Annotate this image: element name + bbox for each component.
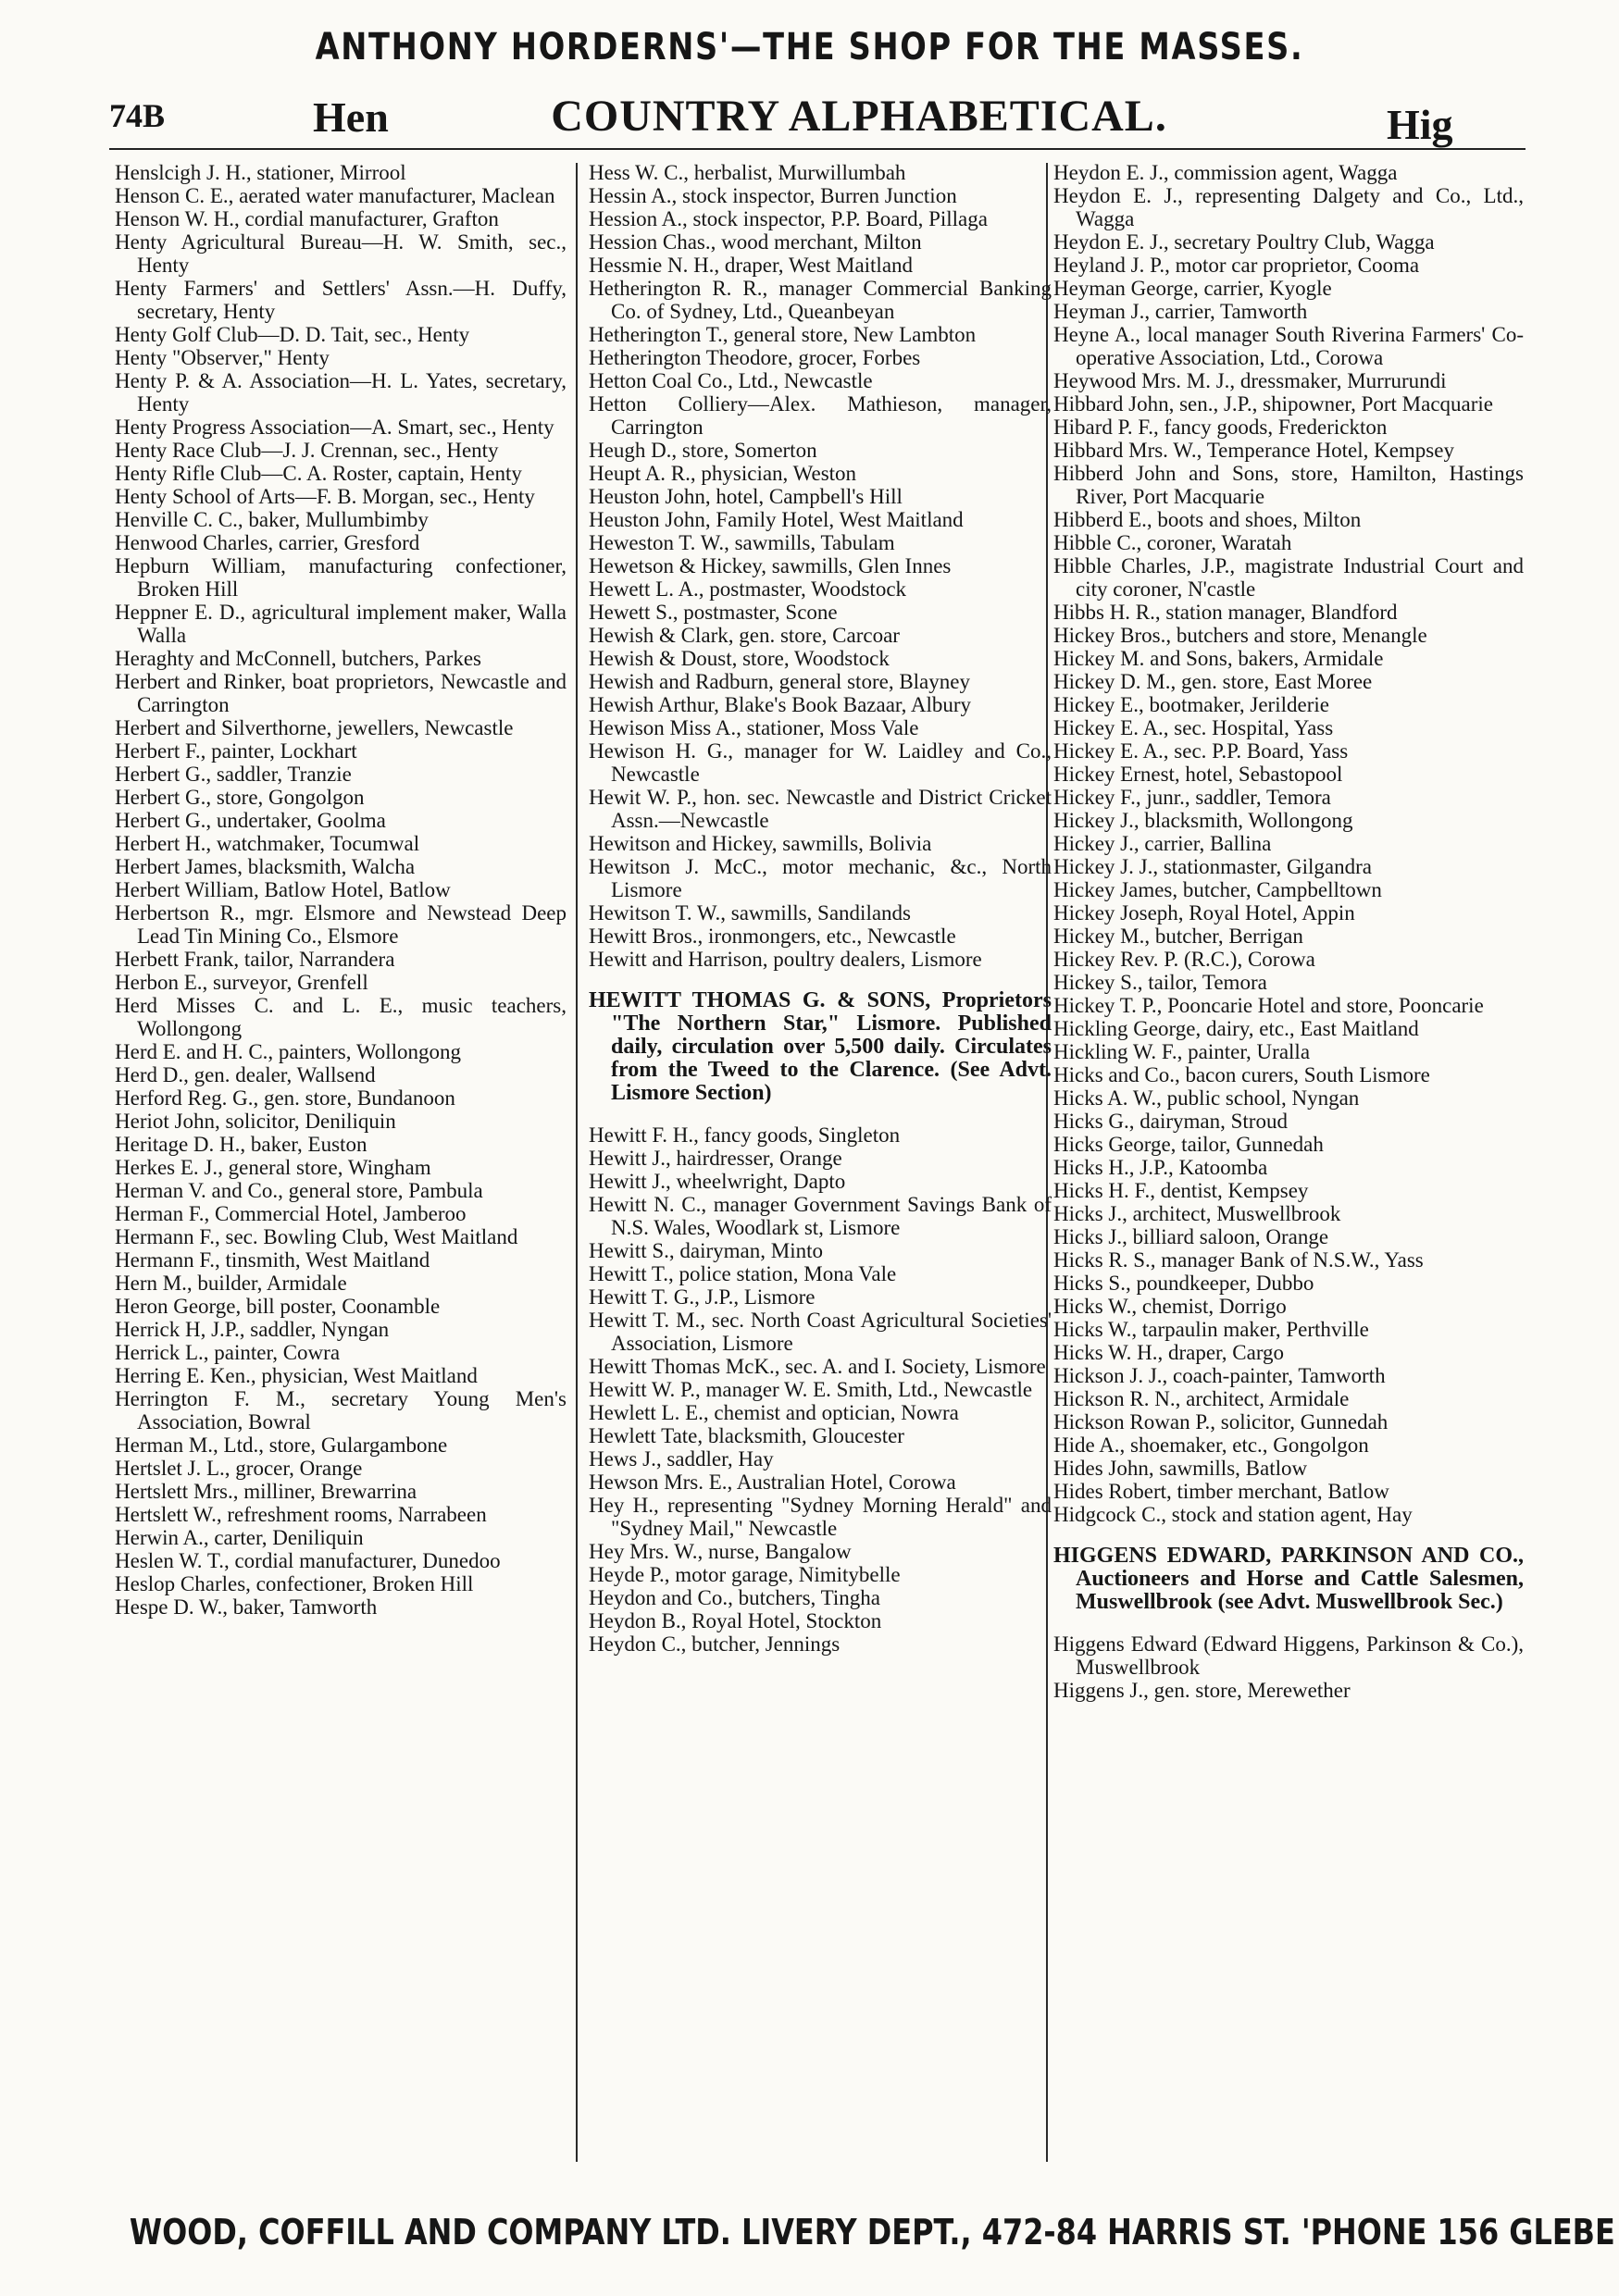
directory-entry: Hickey Rev. P. (R.C.), Corowa — [1053, 948, 1315, 971]
directory-entry: Herman M., Ltd., store, Gulargambone — [115, 1433, 448, 1457]
directory-entry: Henson C. E., aerated water manufacturer, Maclean — [115, 184, 555, 207]
directory-entry: Hickey E., bootmaker, Jerilderie — [1053, 693, 1329, 716]
directory-entry: Herwin A., carter, Deniliquin — [115, 1526, 364, 1549]
directory-entry: Hickey F., junr., saddler, Temora — [1053, 786, 1331, 809]
directory-entry: Henville C. C., baker, Mullumbimby — [115, 508, 429, 531]
directory-entry: Hicks J., architect, Muswellbrook — [1053, 1202, 1341, 1225]
directory-entry: Heweston T. W., sawmills, Tabulam — [589, 531, 895, 554]
directory-entry: Hickey E. A., sec. Hospital, Yass — [1053, 716, 1334, 739]
directory-entry: Hicks W., tarpaulin maker, Perthville — [1053, 1318, 1369, 1341]
directory-entry: Hewit W. P., hon. sec. Newcastle and District Cricket Assn.—Newcastle — [589, 786, 1052, 832]
directory-entry: Hetherington R. R., manager Commercial Banking Co. of Sydney, Ltd., Queanbeyan — [589, 277, 1052, 323]
directory-entry: Heron George, bill poster, Coonamble — [115, 1295, 441, 1318]
directory-entry: Hickson R. N., architect, Armidale — [1053, 1387, 1350, 1410]
directory-entry: Hewitt N. C., manager Government Savings Bank of N.S. Wales, Woodlark st, Lismore — [589, 1193, 1052, 1239]
directory-entry: Hewlett Tate, blacksmith, Gloucester — [589, 1424, 904, 1447]
directory-entry: Hicks George, tailor, Gunnedah — [1053, 1133, 1324, 1156]
directory-entry: Hickey James, butcher, Campbelltown — [1053, 878, 1382, 901]
directory-entry: Heppner E. D., agricultural implement maker, Walla Walla — [115, 601, 567, 647]
directory-entry: Herbert H., watchmaker, Tocumwal — [115, 832, 420, 855]
directory-entry: Hertslet J. L., grocer, Orange — [115, 1457, 363, 1480]
directory-entry: Hewitt F. H., fancy goods, Singleton — [589, 1123, 901, 1147]
column-1 — [115, 161, 567, 1619]
directory-entry: Heyland J. P., motor car proprietor, Cooma — [1053, 254, 1420, 277]
directory-entry: Heslop Charles, confectioner, Broken Hill — [115, 1572, 474, 1595]
directory-entry: Hide A., shoemaker, etc., Gongolgon — [1053, 1433, 1369, 1457]
directory-entry: Hewitt J., hairdresser, Orange — [589, 1147, 842, 1170]
directory-entry: Hewitt Thomas McK., sec. A. and I. Society, Lismore — [589, 1355, 1046, 1378]
directory-entry: Henson W. H., cordial manufacturer, Grafton — [115, 207, 499, 230]
directory-entry: Herbert G., store, Gongolgon — [115, 786, 365, 809]
directory-entry: Heuston John, Family Hotel, West Maitland — [589, 508, 964, 531]
directory-entry: Herbert and Silverthorne, jewellers, Newcastle — [115, 716, 514, 739]
entry-spacer — [589, 1105, 1052, 1123]
directory-entry: Hickson J. J., coach-painter, Tamworth — [1053, 1364, 1386, 1387]
directory-entry: Hides John, sawmills, Batlow — [1053, 1457, 1308, 1480]
directory-entry: Hern M., builder, Armidale — [115, 1272, 347, 1295]
directory-entry: Hession A., stock inspector, P.P. Board, Pillaga — [589, 207, 988, 230]
directory-entry: Hickey E. A., sec. P.P. Board, Yass — [1053, 739, 1349, 763]
directory-entry: Herman F., Commercial Hotel, Jamberoo — [115, 1202, 467, 1225]
directory-entry: Herbon E., surveyor, Grenfell — [115, 971, 368, 994]
directory-entry: Herrick H, J.P., saddler, Nyngan — [115, 1318, 390, 1341]
directory-entry: Hicks S., poundkeeper, Dubbo — [1053, 1272, 1314, 1295]
directory-entry: Hewison H. G., manager for W. Laidley and Co., Newcastle — [589, 739, 1052, 786]
directory-entry: Hickey S., tailor, Temora — [1053, 971, 1267, 994]
directory-entry: Hicks H. F., dentist, Kempsey — [1053, 1179, 1309, 1202]
directory-entry: Hewitt and Harrison, poultry dealers, Lismore — [589, 948, 982, 971]
directory-entry: Hickling W. F., painter, Uralla — [1053, 1040, 1311, 1063]
entry-spacer — [1053, 1526, 1524, 1545]
directory-entry: Heydon and Co., butchers, Tingha — [589, 1586, 880, 1609]
directory-entry: Herbert James, blacksmith, Walcha — [115, 855, 416, 878]
directory-entry: Herrick L., painter, Cowra — [115, 1341, 341, 1364]
directory-entry: Henty Progress Association—A. Smart, sec., Henty — [115, 416, 554, 439]
directory-entry: Heriot John, solicitor, Deniliquin — [115, 1110, 396, 1133]
directory-entry: Hewitson T. W., sawmills, Sandilands — [589, 901, 911, 925]
directory-entry: Hewish & Doust, store, Woodstock — [589, 647, 890, 670]
directory-entry: Hewitt T. G., J.P., Lismore — [589, 1285, 816, 1309]
directory-entry: Hickey J. J., stationmaster, Gilgandra — [1053, 855, 1373, 878]
entry-spacer — [589, 971, 1052, 989]
featured-directory-entry: HIGGENS EDWARD, PARKINSON AND CO., Auctioneers and Horse and Cattle Salesmen, Muswellbrook (see Advt. Muswellbrook Sec.) — [1053, 1544, 1524, 1614]
directory-entry: Hewett S., postmaster, Scone — [589, 601, 838, 624]
directory-entry: Herbert G., undertaker, Goolma — [115, 809, 386, 832]
directory-entry: Henty Rifle Club—C. A. Roster, captain, Henty — [115, 462, 522, 485]
directory-entry: Herkes E. J., general store, Wingham — [115, 1156, 431, 1179]
directory-entry: Higgens J., gen. store, Merewether — [1053, 1679, 1351, 1702]
directory-entry: Hewitt S., dairyman, Minto — [589, 1239, 823, 1262]
directory-entry: Henty Race Club—J. J. Crennan, sec., Henty — [115, 439, 499, 462]
section-title: COUNTRY ALPHABETICAL. — [551, 92, 1167, 141]
directory-entry: Hickey M. and Sons, bakers, Armidale — [1053, 647, 1384, 670]
directory-entry: Hess W. C., herbalist, Murwillumbah — [589, 161, 906, 184]
directory-entry: Higgens Edward (Edward Higgens, Parkinson & Co.), Muswellbrook — [1053, 1632, 1524, 1679]
directory-entry: Henty School of Arts—F. B. Morgan, sec., Henty — [115, 485, 535, 508]
directory-entry: Hibberd E., boots and shoes, Milton — [1053, 508, 1362, 531]
directory-entry: Herbett Frank, tailor, Narrandera — [115, 948, 395, 971]
directory-entry: Hickey Joseph, Royal Hotel, Appin — [1053, 901, 1355, 925]
directory-entry: Hicks W., chemist, Dorrigo — [1053, 1295, 1287, 1318]
directory-entry: Hidgcock C., stock and station agent, Hay — [1053, 1503, 1413, 1526]
directory-entry: Hewitt Bros., ironmongers, etc., Newcastle — [589, 925, 956, 948]
directory-entry: Heydon E. J., commission agent, Wagga — [1053, 161, 1398, 184]
directory-entry: Hickling George, dairy, etc., East Maitland — [1053, 1017, 1419, 1040]
directory-entry: Hertslett Mrs., milliner, Brewarrina — [115, 1480, 417, 1503]
directory-entry: Henty Golf Club—D. D. Tait, sec., Henty — [115, 323, 470, 346]
directory-entry: Hewitt T., police station, Mona Vale — [589, 1262, 897, 1285]
directory-entry: Hickson Rowan P., solicitor, Gunnedah — [1053, 1410, 1389, 1433]
directory-entry: Heydon E. J., secretary Poultry Club, Wagga — [1053, 230, 1435, 254]
guide-word-right: Hig — [1387, 101, 1453, 148]
directory-entry: Henty P. & A. Association—H. L. Yates, secretary, Henty — [115, 369, 567, 416]
directory-entry: Herman V. and Co., general store, Pambula — [115, 1179, 483, 1202]
directory-entry: Herbert G., saddler, Tranzie — [115, 763, 352, 786]
directory-entry: Herd E. and H. C., painters, Wollongong — [115, 1040, 461, 1063]
directory-entry: Hibard P. F., fancy goods, Frederickton — [1053, 416, 1388, 439]
directory-entry: Herring E. Ken., physician, West Maitland — [115, 1364, 478, 1387]
directory-entry: Hibble Charles, J.P., magistrate Industrial Court and city coroner, N'castle — [1053, 554, 1524, 601]
directory-entry: Hickey Bros., butchers and store, Menangle — [1053, 624, 1427, 647]
directory-entry: Heywood Mrs. M. J., dressmaker, Murrurundi — [1053, 369, 1447, 392]
featured-directory-entry: HEWITT THOMAS G. & SONS, Proprietors "The Northern Star," Lismore. Published daily, circulation over 5,500 daily. Circulates from the Tweed to the Clarence. (See Advt. Lismore Section) — [589, 988, 1052, 1105]
directory-entry: Henty Agricultural Bureau—H. W. Smith, sec., Henty — [115, 230, 567, 277]
directory-entry: Hicks A. W., public school, Nyngan — [1053, 1086, 1360, 1110]
directory-entry: Hides Robert, timber merchant, Batlow — [1053, 1480, 1389, 1503]
directory-entry: Hession Chas., wood merchant, Milton — [589, 230, 922, 254]
directory-columns — [0, 161, 1619, 2160]
directory-entry: Hertslett W., refreshment rooms, Narrabeen — [115, 1503, 487, 1526]
directory-entry: Herbert and Rinker, boat proprietors, Newcastle and Carrington — [115, 670, 567, 716]
directory-entry: Hetherington T., general store, New Lambton — [589, 323, 977, 346]
directory-entry: Hermann F., sec. Bowling Club, West Maitland — [115, 1225, 518, 1248]
directory-entry: Hickey J., blacksmith, Wollongong — [1053, 809, 1353, 832]
directory-entry: Heyne A., local manager South Riverina Farmers' Co-operative Association, Ltd., Corowa — [1053, 323, 1524, 369]
directory-entry: Hewitt J., wheelwright, Dapto — [589, 1170, 846, 1193]
directory-entry: Hickey J., carrier, Ballina — [1053, 832, 1272, 855]
top-advertisement-banner: ANTHONY HORDERNS'—THE SHOP FOR THE MASSES. — [315, 26, 1304, 68]
directory-entry: Hessin A., stock inspector, Burren Junction — [589, 184, 957, 207]
directory-entry: Hewitson J. McC., motor mechanic, &c., North Lismore — [589, 855, 1052, 901]
directory-entry: Hibble C., coroner, Waratah — [1053, 531, 1292, 554]
directory-entry: Hickey T. P., Pooncarie Hotel and store, Pooncarie — [1053, 994, 1484, 1017]
directory-entry: Hicks J., billiard saloon, Orange — [1053, 1225, 1329, 1248]
directory-entry: Hetherington Theodore, grocer, Forbes — [589, 346, 921, 369]
directory-entry: Hewison Miss A., stationer, Moss Vale — [589, 716, 919, 739]
directory-entry: Henslcigh J. H., stationer, Mirrool — [115, 161, 406, 184]
directory-entry: Herd Misses C. and L. E., music teachers, Wollongong — [115, 994, 567, 1040]
directory-entry: Hicks and Co., bacon curers, South Lismore — [1053, 1063, 1430, 1086]
directory-entry: Heyde P., motor garage, Nimitybelle — [589, 1563, 901, 1586]
directory-entry: Hewetson & Hickey, sawmills, Glen Innes — [589, 554, 952, 577]
directory-entry: Heyman J., carrier, Tamworth — [1053, 300, 1308, 323]
directory-entry: Hewish and Radburn, general store, Blayney — [589, 670, 970, 693]
column-3 — [1053, 161, 1524, 1702]
directory-entry: Hey H., representing "Sydney Morning Herald" and "Sydney Mail," Newcastle — [589, 1494, 1052, 1540]
directory-entry: Herbert F., painter, Lockhart — [115, 739, 357, 763]
directory-entry: Hews J., saddler, Hay — [589, 1447, 774, 1471]
directory-entry: Hepburn William, manufacturing confectioner, Broken Hill — [115, 554, 567, 601]
directory-entry: Hicks H., J.P., Katoomba — [1053, 1156, 1268, 1179]
directory-entry: Heydon E. J., representing Dalgety and Co., Ltd., Wagga — [1053, 184, 1524, 230]
directory-entry: Hewlett L. E., chemist and optician, Nowra — [589, 1401, 959, 1424]
directory-entry: Hickey D. M., gen. store, East Moree — [1053, 670, 1373, 693]
directory-entry: Hibbs H. R., station manager, Blandford — [1053, 601, 1398, 624]
column-2 — [589, 161, 1052, 1656]
directory-entry: Henty "Observer," Henty — [115, 346, 330, 369]
directory-entry: Heritage D. H., baker, Euston — [115, 1133, 367, 1156]
directory-entry: Heslen W. T., cordial manufacturer, Dunedoo — [115, 1549, 501, 1572]
directory-entry: Heydon C., butcher, Jennings — [589, 1632, 841, 1656]
directory-entry: Hewitt W. P., manager W. E. Smith, Ltd., Newcastle — [589, 1378, 1033, 1401]
directory-entry: Hessmie N. H., draper, West Maitland — [589, 254, 914, 277]
directory-entry: Hewitt T. M., sec. North Coast Agricultural Societies' Association, Lismore — [589, 1309, 1052, 1355]
directory-entry: Hibberd John and Sons, store, Hamilton, Hastings River, Port Macquarie — [1053, 462, 1524, 508]
page-header — [109, 91, 1553, 146]
directory-entry: Hewett L. A., postmaster, Woodstock — [589, 577, 907, 601]
directory-entry: Herford Reg. G., gen. store, Bundanoon — [115, 1086, 455, 1110]
directory-entry: Hicks W. H., draper, Cargo — [1053, 1341, 1285, 1364]
directory-entry: Hicks G., dairyman, Stroud — [1053, 1110, 1288, 1133]
directory-entry: Henwood Charles, carrier, Gresford — [115, 531, 420, 554]
directory-entry: Heraghty and McConnell, butchers, Parkes — [115, 647, 482, 670]
directory-entry: Hetton Coal Co., Ltd., Newcastle — [589, 369, 873, 392]
directory-entry: Hickey Ernest, hotel, Sebastopool — [1053, 763, 1343, 786]
directory-entry: Heuston John, hotel, Campbell's Hill — [589, 485, 903, 508]
directory-entry: Hewitson and Hickey, sawmills, Bolivia — [589, 832, 932, 855]
directory-entry: Herrington F. M., secretary Young Men's Association, Bowral — [115, 1387, 567, 1433]
directory-entry: Heugh D., store, Somerton — [589, 439, 817, 462]
directory-entry: Heydon B., Royal Hotel, Stockton — [589, 1609, 882, 1632]
guide-word-left: Hen — [313, 93, 389, 141]
directory-entry: Henty Farmers' and Settlers' Assn.—H. Duffy, secretary, Henty — [115, 277, 567, 323]
directory-entry: Herbert William, Batlow Hotel, Batlow — [115, 878, 451, 901]
page-number: 74B — [109, 97, 166, 134]
directory-entry: Hickey M., butcher, Berrigan — [1053, 925, 1303, 948]
directory-entry: Hewson Mrs. E., Australian Hotel, Corowa — [589, 1471, 956, 1494]
directory-entry: Hibbard Mrs. W., Temperance Hotel, Kempsey — [1053, 439, 1454, 462]
directory-entry: Heupt A. R., physician, Weston — [589, 462, 857, 485]
directory-entry: Hewish Arthur, Blake's Book Bazaar, Albury — [589, 693, 972, 716]
bottom-advertisement-banner: WOOD, COFFILL AND COMPANY LTD. LIVERY DEPT., 472-84 HARRIS ST. 'PHONE 156 GLEBE — [129, 2212, 1615, 2253]
entry-spacer — [1053, 1614, 1524, 1632]
directory-entry: Hibbard John, sen., J.P., shipowner, Port Macquarie — [1053, 392, 1493, 416]
directory-entry: Hetton Colliery—Alex. Mathieson, manager, Carrington — [589, 392, 1052, 439]
directory-entry: Hermann F., tinsmith, West Maitland — [115, 1248, 430, 1272]
directory-entry: Herd D., gen. dealer, Wallsend — [115, 1063, 376, 1086]
directory-entry: Hewish & Clark, gen. store, Carcoar — [589, 624, 900, 647]
directory-entry: Hey Mrs. W., nurse, Bangalow — [589, 1540, 852, 1563]
header-rule — [109, 148, 1526, 150]
directory-entry: Herbertson R., mgr. Elsmore and Newstead Deep Lead Tin Mining Co., Elsmore — [115, 901, 567, 948]
directory-entry: Hicks R. S., manager Bank of N.S.W., Yass — [1053, 1248, 1424, 1272]
directory-entry: Hespe D. W., baker, Tamworth — [115, 1595, 378, 1619]
directory-entry: Heyman George, carrier, Kyogle — [1053, 277, 1332, 300]
